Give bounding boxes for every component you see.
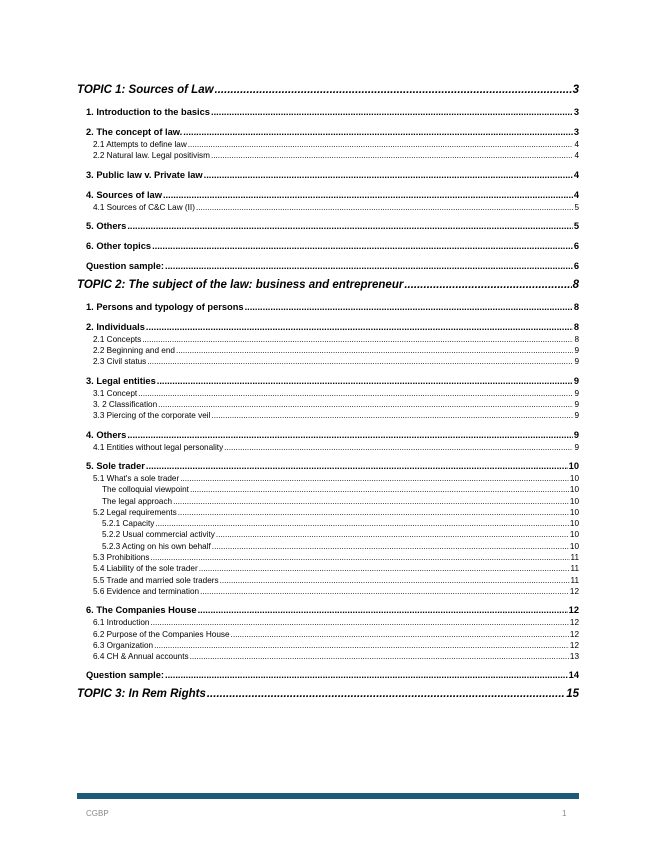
toc-subsection-entry[interactable] [77,334,579,345]
toc-page-number: 8 [573,321,579,332]
toc-page-number: 12 [569,629,579,639]
toc-page-number: 12 [569,586,579,596]
toc-page-number: 9 [574,346,579,356]
toc-dot-leader [173,496,569,507]
toc-dot-leader [190,651,569,662]
toc-entry-title: TOPIC 3: In Rem Rights [77,688,206,701]
toc-dot-leader [178,507,569,518]
toc-subsection-entry[interactable] [77,552,579,563]
toc-subsection-entry[interactable] [77,442,579,453]
toc-entry-title: 6. The Companies House [86,605,197,616]
toc-entry-title: 5.1 What's a sole trader [93,473,180,483]
toc-entry-title: 5. Sole trader [86,460,145,471]
toc-topic-entry[interactable] [77,82,579,99]
toc-subsection-entry[interactable] [77,484,579,495]
toc-page-number: 5 [573,220,579,231]
toc-entry-title: 3. Public law v. Private law [86,169,203,180]
toc-entry-title: 2.3 Civil status [93,357,147,367]
toc-dot-leader [157,374,573,388]
toc-subsection-entry[interactable] [77,496,579,507]
toc-topic-entry[interactable] [77,277,579,294]
toc-dot-leader [190,484,569,495]
toc-entry-title: 1. Persons and typology of persons [86,301,244,312]
toc-entry-title: 3.3 Piercing of the corporate veil [93,411,211,421]
toc-page-number: 4 [574,151,579,161]
toc-section-entry[interactable] [77,459,579,473]
toc-page-number: 12 [568,605,579,616]
toc-subsection-entry[interactable] [77,139,579,150]
toc-page-number: 4 [573,189,579,200]
toc-entry-title: 4. Sources of law [86,189,162,200]
toc-dot-leader [207,686,565,703]
toc-dot-leader [146,459,568,473]
toc-subsection-entry[interactable] [77,202,579,213]
toc-page-number: 4 [574,140,579,149]
toc-dot-leader [142,334,573,345]
toc-dot-leader [188,139,574,150]
toc-entry-title: 5.2 Legal requirements [93,507,177,517]
toc-page-number: 9 [574,411,579,421]
toc-section-entry[interactable] [77,603,579,617]
toc-section-entry[interactable] [77,428,579,442]
toc-section-entry[interactable] [77,300,579,314]
toc-page-number: 9 [573,429,579,440]
toc-dot-leader [176,345,573,356]
toc-subsection-entry[interactable] [77,629,579,640]
toc-dot-leader [158,399,573,410]
toc-subsection-entry[interactable] [77,529,579,540]
toc-entry-title: 1. Introduction to the basics [86,107,210,117]
toc-subsection-entry[interactable] [77,410,579,421]
toc-subsection-entry[interactable] [77,575,579,586]
toc-dot-leader [211,105,573,119]
toc-entry-title: TOPIC 1: Sources of Law [77,84,214,96]
toc-page-number: 9 [574,400,579,410]
toc-dot-leader [127,219,573,233]
toc-entry-title: 6.1 Introduction [93,618,150,628]
toc-subsection-entry[interactable] [77,388,579,399]
toc-dot-leader [180,473,569,484]
toc-entry-title: 4.1 Sources of C&C Law (II) [93,202,195,212]
toc-page-number: 9 [574,357,579,367]
toc-dot-leader [212,541,569,552]
toc-dot-leader [152,239,573,253]
toc-page-number: 6 [573,260,579,271]
toc-dot-leader [155,518,569,529]
toc-entry-title: 6.4 CH & Annual accounts [93,652,189,662]
toc-page-number: 11 [570,553,579,563]
toc-dot-leader [224,442,573,453]
toc-page-number: 8 [574,334,579,344]
toc-page-number: 9 [573,375,579,386]
toc-dot-leader [231,629,569,640]
toc-entry-title: 5. Others [86,220,127,231]
toc-page-number: 10 [569,507,579,517]
toc-page-number: 12 [569,618,579,628]
toc-dot-leader [146,320,573,334]
toc-subsection-entry[interactable] [77,345,579,356]
toc-entry-title: Question sample: [86,260,165,271]
toc-subsection-entry[interactable] [77,150,579,161]
toc-dot-leader [220,575,570,586]
toc-page-number: 13 [569,652,579,662]
toc-dot-leader [404,277,571,294]
toc-entry-title: The colloquial viewpoint [102,485,189,495]
toc-entry-title: TOPIC 2: The subject of the law: business and entrepreneur [77,278,404,291]
toc-page-number: 11 [570,575,579,585]
toc-topic-entry[interactable] [77,686,579,703]
toc-page-number: 5 [574,202,579,212]
toc-page-number: 8 [573,301,579,312]
toc-page-number: 15 [566,688,579,701]
toc-section-entry[interactable] [77,259,579,273]
toc-dot-leader [165,668,568,682]
toc-entry-title: 5.3 Prohibitions [93,553,150,563]
toc-section-entry[interactable] [77,168,579,182]
toc-entry-title: 4.1 Entities without legal personality [93,442,224,452]
toc-entry-title: 2.2 Beginning and end [93,346,175,356]
toc-page-number: 12 [569,640,579,650]
toc-subsection-entry[interactable] [77,507,579,518]
toc-page-number: 3 [572,84,579,96]
toc-entry-title: 5.6 Evidence and termination [93,586,200,596]
toc-entry-title: 5.2.2 Usual commercial activity [102,530,215,540]
toc-entry-title: 6. Other topics [86,240,152,251]
toc-page-number: 10 [569,541,579,551]
toc-entry-title: 2.2 Natural law. Legal positivism [93,151,210,161]
toc-page-number: 10 [569,485,579,495]
toc-entry-title: 2.1 Concepts [93,334,142,344]
toc-dot-leader [215,82,572,99]
toc-page-number: 3 [573,107,579,117]
toc-dot-leader [199,563,570,574]
toc-page-number: 9 [574,388,579,398]
toc-entry-title: 6.3 Organization [93,640,154,650]
toc-subsection-entry[interactable] [77,399,579,410]
toc-page-number: 10 [569,519,579,529]
toc-dot-leader [147,356,573,367]
toc-dot-leader [150,617,568,628]
toc-dot-leader [198,603,568,617]
toc-dot-leader [200,586,569,597]
footer-divider [77,793,579,799]
toc-page-number: 6 [573,240,579,251]
toc-entry-title: 3. Legal entities [86,375,156,386]
toc-section-entry[interactable] [77,219,579,233]
toc-dot-leader [165,259,573,273]
toc-section-entry[interactable] [77,239,579,253]
toc-page-number: 4 [573,169,579,180]
toc-subsection-entry[interactable] [77,541,579,552]
toc-page-number: 10 [568,460,579,471]
toc-page-number: 3 [573,127,579,137]
toc-page-number: 9 [574,442,579,452]
toc-subsection-entry[interactable] [77,586,579,597]
toc-dot-leader [138,388,573,399]
toc-subsection-entry[interactable] [77,617,579,628]
toc-entry-title: 2. Individuals [86,321,145,332]
toc-entry-title: 6.2 Purpose of the Companies House [93,629,230,639]
toc-entry-title: 3. 2 Classification [93,400,158,410]
toc-section-entry[interactable] [77,320,579,334]
toc-page-number: 14 [568,670,579,681]
toc-dot-leader [150,552,569,563]
footer-label: CGBP [86,809,109,818]
toc-entry-title: 5.5 Trade and married sole traders [93,575,219,585]
toc-dot-leader [127,428,573,442]
toc-entry-title: 3.1 Concept [93,388,138,398]
toc-subsection-entry[interactable] [77,356,579,367]
toc-dot-leader [245,300,573,314]
toc-page-number: 11 [570,564,579,574]
toc-page-number: 10 [569,496,579,506]
toc-section-entry[interactable] [77,188,579,202]
toc-dot-leader [196,202,574,213]
toc-entry-title: 5.4 Liability of the sole trader [93,564,198,574]
toc-dot-leader [211,410,573,421]
footer-page-number: 1 [562,809,567,818]
toc-entry-title: Question sample: [86,670,165,681]
toc-section-entry[interactable] [77,374,579,388]
toc-page-number: 8 [572,278,579,291]
toc-dot-leader [154,640,569,651]
toc-dot-leader [163,188,573,202]
table-of-contents [77,82,579,703]
toc-section-entry[interactable] [77,125,579,139]
toc-subsection-entry[interactable] [77,473,579,484]
toc-dot-leader [216,529,569,540]
toc-subsection-entry[interactable] [77,518,579,529]
toc-page-number: 10 [569,473,579,483]
toc-section-entry[interactable] [77,668,579,682]
toc-entry-title: 5.2.1 Capacity [102,519,155,529]
toc-section-entry[interactable] [77,105,579,119]
toc-dot-leader [211,150,573,161]
toc-entry-title: 5.2.3 Acting on his own behalf [102,541,211,551]
toc-page-number: 10 [569,530,579,540]
toc-subsection-entry[interactable] [77,651,579,662]
toc-dot-leader [204,168,573,182]
toc-entry-title: The legal approach [102,496,173,506]
toc-entry-title: 2.1 Attempts to define law [93,140,187,149]
toc-subsection-entry[interactable] [77,640,579,651]
toc-entry-title: 2. The concept of law. [86,127,183,137]
toc-entry-title: 4. Others [86,429,127,440]
toc-subsection-entry[interactable] [77,563,579,574]
toc-dot-leader [183,125,573,139]
